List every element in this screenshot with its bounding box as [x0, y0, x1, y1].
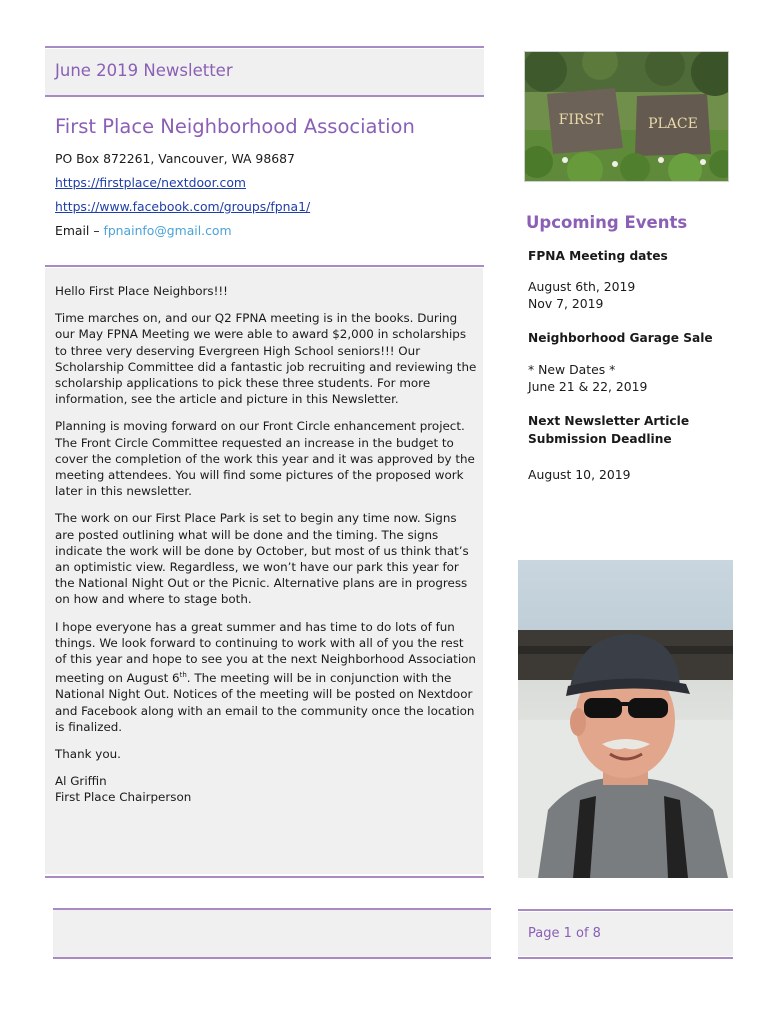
letter-p4-before: I hope everyone has a great summer and has time to do lots of fun things. We look forward to continuing to work with all of you the rest of this year and hope to see you at the next Neighborhood Association meeting on August 6	[55, 619, 476, 686]
letter-p4-sup: th	[179, 671, 187, 680]
email-label: Email –	[55, 223, 104, 238]
footer-left-box	[53, 910, 491, 957]
facebook-link[interactable]: https://www.facebook.com/groups/fpna1/	[55, 199, 311, 214]
letter-rule-bottom	[45, 876, 484, 878]
letter-paragraph-3: The work on our First Place Park is set to begin any time now. Signs are posted outlining what will be done and the timing. The signs indicate the work will be done by October, but most of us think that’s an optimistic view. Regardless, we won’t have our park this year for the National Night Out or the Picnic. Alternative plans are in progress on how and where to stage both.	[55, 511, 469, 607]
meeting-date-2: Nov 7, 2019	[528, 296, 604, 311]
title-rule-bottom	[45, 95, 484, 97]
page-number: Page 1 of 8	[528, 926, 601, 941]
letter-paragraph-4	[55, 619, 477, 735]
letter-greeting: Hello First Place Neighbors!!!	[55, 284, 228, 298]
garage-sale-note: * New Dates *	[528, 362, 616, 377]
chair-letter	[45, 268, 483, 874]
facebook-link-line	[55, 199, 310, 214]
garage-sale-heading: Neighborhood Garage Sale	[528, 331, 713, 345]
signature-title: First Place Chairperson	[55, 790, 192, 805]
nextdoor-link-line	[55, 175, 246, 190]
meeting-date-1: August 6th, 2019	[528, 279, 636, 294]
entrance-sign-photo	[524, 51, 729, 182]
letter-signature	[55, 773, 477, 805]
nextdoor-link[interactable]: https://firstplace/nextdoor.com	[55, 175, 246, 190]
letter-p4-after: . The meeting will be in conjunction with the National Night Out. Notices of the meeting will be posted on Nextdoor and Facebook along with an email to the community once the location is finalized.	[55, 671, 475, 734]
garage-sale-dates: June 21 & 22, 2019	[528, 379, 648, 394]
sign-text-first: FIRST	[558, 112, 604, 128]
email-line	[55, 223, 232, 238]
association-name: First Place Neighborhood Association	[55, 115, 415, 138]
letter-paragraph-1: Time marches on, and our Q2 FPNA meeting is in the books. During our May FPNA Meeting we were able to award $2,000 in scholarships to three very deserving Evergreen High School seniors!!! Our Scholarship Committee did a fantastic job recruiting and reviewing the scholarship applications to pick these three students. For more information, see the article and picture in this Newsletter.	[55, 311, 477, 407]
email-link[interactable]: fpnainfo@gmail.com	[103, 223, 232, 238]
letter-thanks: Thank you.	[55, 747, 121, 762]
meeting-dates-heading: FPNA Meeting dates	[528, 249, 668, 263]
association-address: PO Box 872261, Vancouver, WA 98687	[55, 151, 295, 166]
footer-right-rule-bottom	[518, 957, 733, 959]
newsletter-title: June 2019 Newsletter	[55, 61, 233, 80]
letter-paragraph-2: Planning is moving forward on our Front Circle enhancement project. The Front Circle Committee requested an increase in the budget to cover the completion of the work this year and it was approved by the meeting attendees. You will find some pictures of the proposed work later in this newsletter.	[55, 419, 475, 499]
letter-rule-top	[45, 265, 484, 267]
footer-left-rule-bottom	[53, 957, 491, 959]
footer-right-box	[518, 912, 733, 956]
deadline-heading-line-2: Submission Deadline	[528, 432, 672, 446]
deadline-heading-line-1: Next Newsletter Article	[528, 414, 690, 428]
footer-right-rule-top	[518, 909, 733, 911]
title-rule-top	[45, 46, 484, 48]
letter-body	[55, 283, 477, 806]
signature-name: Al Griffin	[55, 774, 107, 789]
upcoming-events-heading: Upcoming Events	[526, 213, 688, 232]
sign-text-place: PLACE	[648, 116, 698, 132]
chairperson-photo	[518, 560, 733, 878]
deadline-date: August 10, 2019	[528, 467, 631, 482]
newsletter-title-bar	[45, 49, 484, 95]
